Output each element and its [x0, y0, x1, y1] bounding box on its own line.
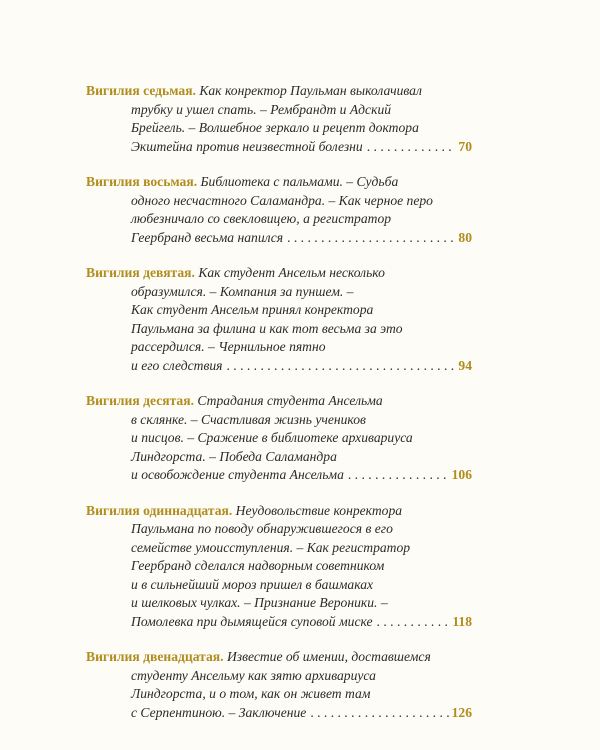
toc-entry [86, 173, 472, 247]
chapter-summary-line: Как конректор Паульман выколачивал [199, 83, 422, 98]
chapter-heading: Вигилия двенадцатая. [86, 649, 224, 664]
dot-leader [226, 357, 455, 376]
chapter-summary-line: в склянке. – Счастливая жизнь учеников [131, 411, 366, 427]
toc-entry [86, 82, 472, 156]
chapter-summary-line: Геербранд сделался надворным советником [131, 558, 385, 573]
toc-last-line [86, 466, 472, 485]
chapter-summary-line: Страдания студента Ансельма [197, 393, 383, 408]
dot-leader [287, 229, 455, 248]
toc-entry [86, 648, 472, 722]
dot-leader [367, 138, 456, 157]
chapter-summary-line: Как студент Ансельм несколько [198, 265, 385, 280]
dot-leader [377, 613, 450, 632]
chapter-summary-line: Линдгорста, и о том, как он живет там [131, 686, 371, 701]
chapter-summary-line: Как студент Ансельм принял конректора [131, 302, 374, 317]
page-number: 80 [458, 229, 472, 245]
chapter-summary-line: Линдгорста. – Победа Саламандра [131, 448, 337, 464]
chapter-summary-line: любезничало со свекловицею, а регистратор [131, 211, 392, 226]
toc-last-line [86, 613, 472, 632]
toc-entry [86, 264, 472, 375]
chapter-summary-line: и освобождение студента Ансельма [131, 467, 344, 482]
chapter-summary-line: одного несчастного Саламандра. – Как черное перо [131, 192, 433, 208]
chapter-heading: Вигилия седьмая. [86, 83, 196, 98]
chapter-summary-line: и его следствия [131, 357, 223, 373]
chapter-summary-line: рассердился. – Чернильное пятно [131, 339, 326, 354]
chapter-summary-line: трубку и ушел спать. – Рембрандт и Адский [131, 101, 392, 117]
page-number: 94 [458, 357, 472, 373]
table-of-contents [86, 82, 472, 739]
chapter-summary-line: с Серпентиною. – Заключение [131, 704, 307, 720]
page-number: 118 [452, 613, 472, 629]
chapter-summary-line: Брейгель. – Волшебное зеркало и рецепт доктора [131, 120, 419, 135]
chapter-summary-line: Помолевка при дымящейся суповой миске [131, 613, 373, 629]
toc-entry [86, 392, 472, 485]
chapter-summary-line: Экштейна против неизвестной болезни [131, 138, 363, 154]
dot-leader [348, 466, 449, 485]
toc-last-line [86, 229, 472, 248]
chapter-summary-line: Геербранд весьма напился [131, 229, 284, 245]
chapter-heading: Вигилия десятая. [86, 393, 194, 408]
chapter-summary-line: семействе умоисступления. – Как регистратор [131, 539, 411, 555]
chapter-summary-line: образумился. – Компания за пуншем. – [131, 283, 354, 299]
toc-last-line [86, 138, 472, 157]
chapter-summary-line: и в сильнейший мороз пришел в башмаках [131, 576, 374, 592]
chapter-heading: Вигилия девятая. [86, 265, 195, 280]
chapter-heading: Вигилия одиннадцатая. [86, 502, 233, 518]
toc-entry [86, 502, 472, 632]
toc-last-line [86, 357, 472, 376]
toc-last-line [86, 704, 472, 723]
chapter-heading: Вигилия восьмая. [86, 174, 198, 189]
chapter-summary-line: и шелковых чулках. – Признание Вероники. – [131, 595, 388, 610]
page-number: 70 [458, 138, 472, 154]
chapter-summary-line: Известие об имении, доставшемся [226, 649, 431, 664]
page-number: 126 [451, 704, 472, 720]
chapter-summary-line: и писцов. – Сражение в библиотеке архивариуса [131, 430, 413, 445]
dot-leader [310, 704, 448, 723]
chapter-summary-line: Паульмана по поводу обнаружившегося в его [131, 521, 393, 536]
chapter-summary-line: студенту Ансельму как зятю архивариуса [131, 667, 376, 683]
chapter-summary-line: Паульмана за филина и как тот весьма за это [131, 320, 403, 336]
chapter-summary-line: Неудовольствие конректора [235, 502, 403, 518]
chapter-summary-line: Библиотека с пальмами. – Судьба [200, 174, 399, 189]
page-number: 106 [451, 467, 472, 482]
